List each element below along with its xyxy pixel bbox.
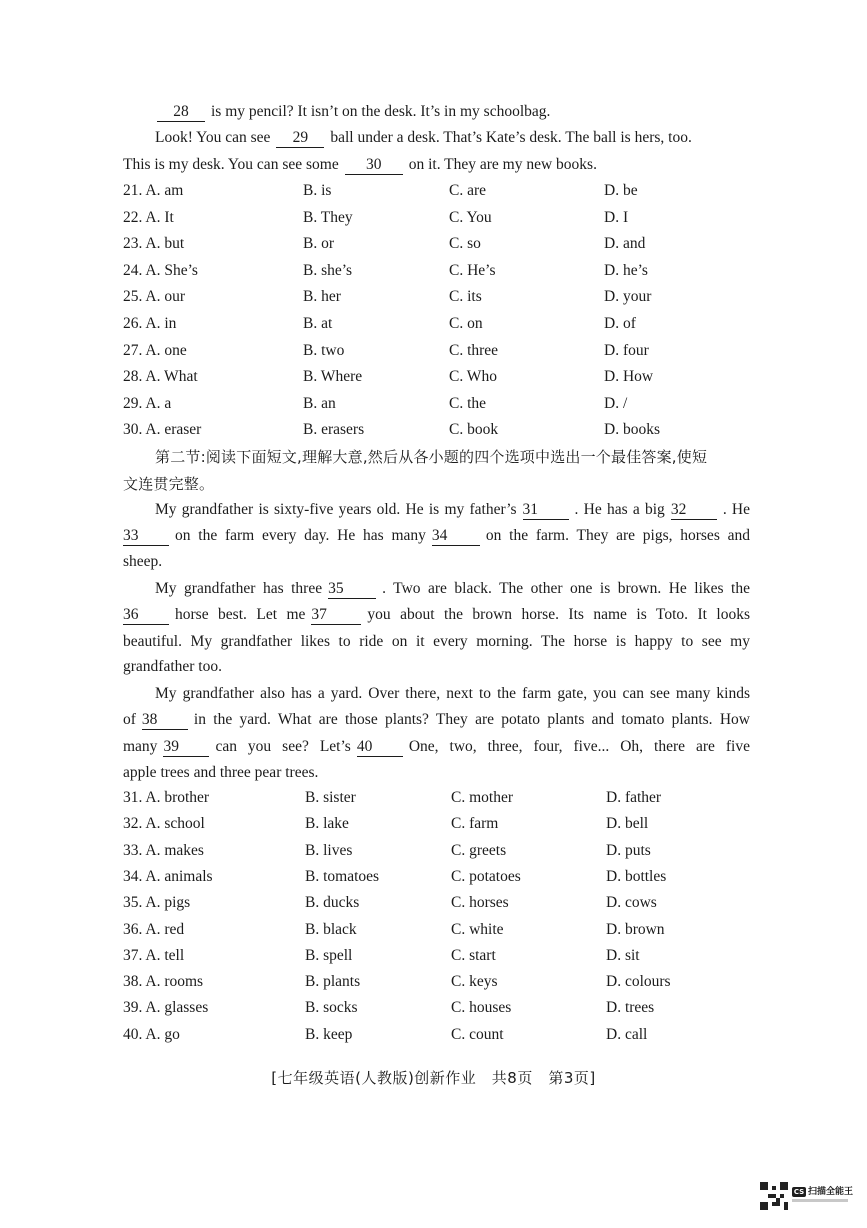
option-row (123, 311, 773, 337)
option-a: 21. A. am (123, 182, 184, 199)
option-c: C. so (449, 235, 481, 253)
option-a: 37. A. tell (123, 946, 185, 964)
option-a: 32. A. school (123, 815, 205, 833)
option-a: 23. A. but (123, 235, 185, 253)
passage-line (123, 152, 750, 178)
option-row (123, 391, 773, 417)
option-b: B. plants (305, 973, 361, 991)
option-c: C. houses (451, 999, 512, 1017)
page-footer: [七年级英语(人教版)创新作业 共8页 第3页] (271, 1069, 596, 1087)
option-b: B. lives (305, 841, 353, 859)
option-b: B. keep (305, 1025, 353, 1043)
option-row (123, 785, 773, 811)
option-b: B. socks (305, 999, 358, 1017)
option-a: 36. A. red (123, 920, 185, 938)
blank-38: 38 (142, 710, 188, 730)
passage-line: sheep. (123, 553, 163, 570)
brand-label: 扫描全能王 (808, 1187, 854, 1197)
option-d: D. books (604, 421, 660, 439)
passage-text: many (123, 738, 158, 755)
option-a: 39. A. glasses (123, 999, 209, 1017)
option-b: B. They (303, 208, 353, 226)
option-a: 26. A. in (123, 315, 177, 332)
option-b: B. she’s (303, 261, 353, 279)
option-b: B. Where (303, 368, 363, 386)
option-b: B. at (303, 315, 333, 332)
option-b: B. sister (305, 789, 356, 806)
option-row (123, 417, 773, 443)
option-row (123, 364, 773, 390)
option-b: B. an (303, 394, 336, 412)
passage-line (123, 523, 750, 549)
option-b: B. black (305, 920, 357, 938)
blank-31: 31 (523, 500, 569, 520)
option-d: D. brown (606, 920, 665, 938)
passage-line (155, 497, 750, 523)
passage-line: My grandfather also has a yard. Over there, next to the farm gate, you can see many kinds (155, 685, 750, 702)
option-row (123, 943, 773, 969)
option-d: D. bottles (606, 867, 667, 885)
passage-text: on the farm. They are pigs, horses and (485, 527, 750, 544)
option-row (123, 178, 773, 204)
passage-line (123, 99, 750, 125)
camscanner-icon: CS (793, 1187, 805, 1196)
passage-text: on it. They are my new books. (408, 156, 597, 173)
blank-34: 34 (432, 526, 480, 546)
passage-text: My grandfather is sixty-five years old. He is my father’s (155, 501, 517, 518)
option-a: 29. A. a (123, 394, 172, 412)
option-c: C. mother (451, 789, 513, 806)
option-b: B. or (303, 235, 334, 253)
option-d: D. cows (606, 894, 657, 912)
option-c: C. the (449, 394, 487, 412)
blank-37: 37 (311, 605, 361, 625)
scanner-brand (792, 1184, 853, 1197)
option-c: C. book (449, 421, 499, 439)
option-row (123, 995, 773, 1021)
passage-text: One, two, three, four, five... Oh, there are five (408, 738, 750, 755)
option-row (123, 284, 773, 310)
passage-line (155, 576, 750, 602)
option-a: 24. A. She’s (123, 261, 198, 279)
option-d: D. father (606, 789, 662, 806)
option-d: D. puts (606, 841, 651, 859)
option-d: D. and (604, 235, 646, 253)
section-instruction: 第二节:阅读下面短文,理解大意,然后从各小题的四个选项中选出一个最佳答案,使短 (155, 448, 708, 466)
option-row (123, 864, 773, 890)
option-a: 38. A. rooms (123, 973, 204, 991)
passage-text: in the yard. What are those plants? They are potato plants and tomato plants. How (193, 711, 750, 728)
blank-40: 40 (357, 737, 403, 757)
option-c: C. greets (451, 841, 507, 859)
option-c: C. white (451, 920, 504, 938)
option-d: D. trees (606, 999, 655, 1017)
option-c: C. farm (451, 815, 499, 833)
section-instruction: 文连贯完整。 (123, 475, 215, 493)
option-d: D. your (604, 288, 652, 306)
passage-line (155, 125, 782, 151)
option-a: 22. A. It (123, 208, 174, 226)
option-c: C. three (449, 341, 499, 359)
option-b: B. erasers (303, 421, 365, 439)
blank-33: 33 (123, 526, 169, 546)
option-row (123, 231, 773, 257)
option-a: 40. A. go (123, 1025, 180, 1043)
option-b: B. spell (305, 946, 353, 964)
option-row (123, 205, 773, 231)
option-b: B. lake (305, 815, 349, 833)
passage-text: . He (722, 501, 751, 518)
option-c: C. on (449, 315, 483, 332)
blank-28: 28 (157, 102, 205, 122)
option-a: 31. A. brother (123, 789, 210, 806)
passage-text: ball under a desk. That’s Kate’s desk. The ball is hers, too. (330, 129, 692, 146)
scanner-stamp (760, 1180, 852, 1212)
option-d: D. colours (606, 973, 671, 991)
option-row (123, 811, 773, 837)
option-d: D. he’s (604, 261, 648, 279)
passage-line: grandfather too. (123, 658, 222, 675)
option-d: D. of (604, 315, 636, 332)
option-row (123, 969, 773, 995)
blank-29: 29 (276, 128, 324, 148)
option-a: 30. A. eraser (123, 421, 202, 439)
option-c: C. He’s (449, 261, 496, 279)
option-c: C. are (449, 182, 487, 199)
option-c: C. keys (451, 973, 498, 991)
passage-text: Look! You can see (155, 129, 271, 146)
blank-32: 32 (671, 500, 717, 520)
option-row (123, 1022, 773, 1048)
option-row (123, 917, 773, 943)
option-c: C. count (451, 1025, 504, 1043)
option-d: D. call (606, 1025, 648, 1043)
passage-text: on the farm every day. He has many (175, 527, 426, 544)
passage-text: . He has a big (574, 501, 665, 518)
option-row (123, 338, 773, 364)
option-c: C. its (449, 288, 482, 306)
option-c: C. Who (449, 368, 497, 386)
option-row (123, 258, 773, 284)
option-c: C. start (451, 946, 496, 964)
passage-text: can you see? Let’s (215, 738, 351, 755)
passage-text: . Two are black. The other one is brown. He likes the (382, 580, 750, 597)
blank-39: 39 (163, 737, 209, 757)
option-a: 28. A. What (123, 368, 198, 386)
option-d: D. bell (606, 815, 649, 833)
option-b: B. is (303, 182, 332, 199)
brand-tagline (792, 1199, 848, 1202)
option-b: B. two (303, 341, 345, 359)
qr-code-icon (760, 1182, 788, 1210)
option-d: D. How (604, 368, 654, 386)
option-a: 27. A. one (123, 341, 187, 359)
option-c: C. potatoes (451, 867, 521, 885)
blank-36: 36 (123, 605, 169, 625)
passage-text: This is my desk. You can see some (123, 156, 339, 173)
option-a: 34. A. animals (123, 867, 213, 885)
passage-text: you about the brown horse. Its name is Toto. It looks (367, 606, 750, 623)
passage-text: horse best. Let me (175, 606, 306, 623)
option-b: B. ducks (305, 894, 360, 912)
blank-30: 30 (345, 155, 403, 175)
passage-line: apple trees and three pear trees. (123, 764, 319, 781)
option-d: D. I (604, 208, 629, 226)
blank-35: 35 (328, 579, 376, 599)
option-c: C. horses (451, 894, 509, 912)
option-row (123, 890, 773, 916)
option-b: B. tomatoes (305, 867, 380, 885)
option-row (123, 838, 773, 864)
option-c: C. You (449, 208, 492, 226)
passage-line (123, 707, 750, 733)
option-d: D. four (604, 341, 649, 359)
passage-line: beautiful. My grandfather likes to ride on it every morning. The horse is happy to see my (123, 633, 750, 650)
option-a: 25. A. our (123, 288, 185, 306)
option-d: D. be (604, 182, 638, 199)
passage-text: is my pencil? It isn’t on the desk. It’s in my schoolbag. (211, 103, 551, 120)
option-b: B. her (303, 288, 341, 306)
passage-text: of (123, 711, 136, 728)
passage-line (123, 602, 750, 628)
option-d: D. sit (606, 946, 640, 964)
option-a: 35. A. pigs (123, 894, 191, 912)
passage-text: My grandfather has three (155, 580, 323, 597)
passage-line (123, 734, 750, 760)
option-a: 33. A. makes (123, 841, 204, 859)
option-d: D. / (604, 394, 628, 412)
